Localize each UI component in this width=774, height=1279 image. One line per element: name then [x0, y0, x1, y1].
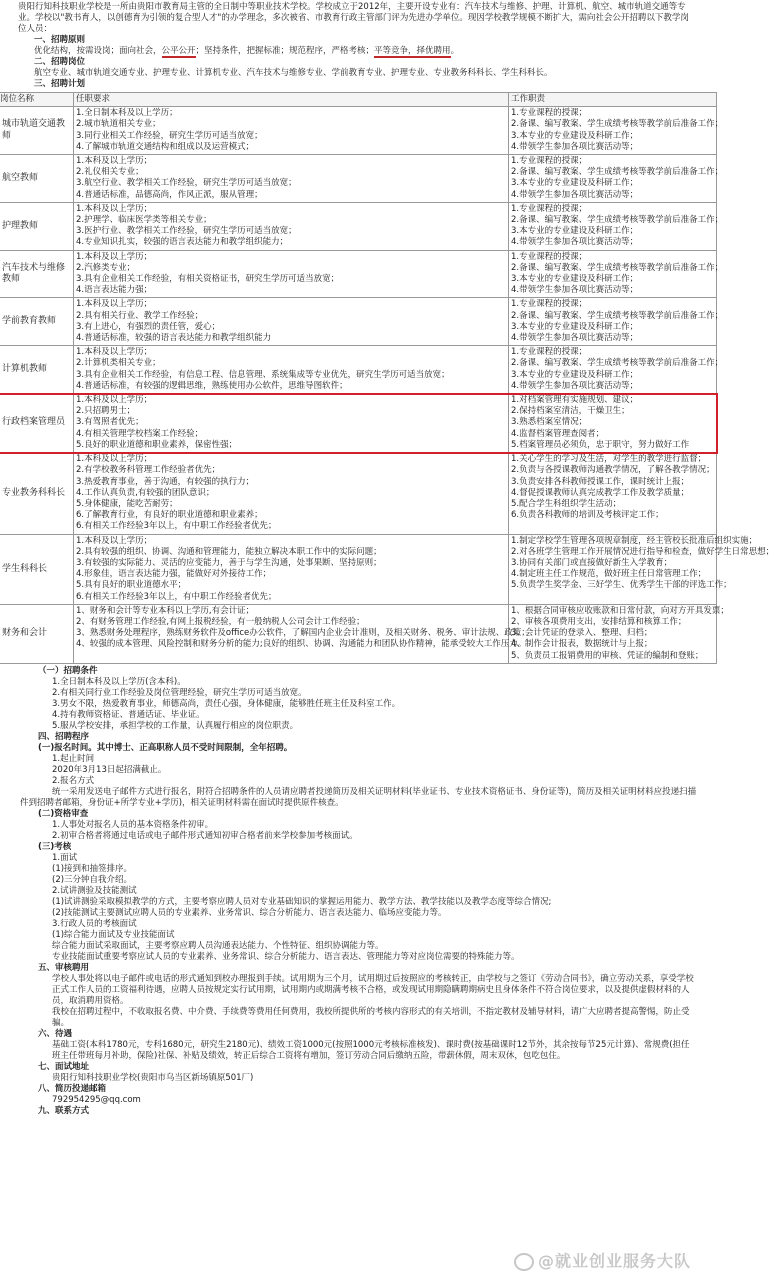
position-name: 学前教育教师	[0, 298, 74, 346]
duty-line: 3.本专业的专业建设及科研工作；	[511, 226, 639, 237]
duty-line: 3、会计凭证的登录入、整理、归档；	[511, 628, 653, 639]
salary-title: 六、待遇	[38, 1028, 73, 1039]
email-address[interactable]: 792954295@qq.com	[52, 1094, 141, 1105]
duty-line: 4.带领学生参加各项比赛活动等；	[511, 333, 639, 344]
requirement-line: 2.计算机类相关专业；	[76, 358, 161, 369]
hiring-title: 五、审核聘用	[38, 962, 90, 973]
duty-line: 2.备课、编写教案、学生成绩考核等教学前后准备工作；	[511, 310, 724, 321]
duty-line: 1.专业课程的授课；	[511, 203, 588, 214]
requirement-line: 1.全日制本科及以上学历；	[76, 108, 178, 119]
duty-line: 3.本专业的专业建设及科研工作；	[511, 178, 639, 189]
requirement-line: 6.有相关工作经验3年以上，有中职工作经验者优先；	[76, 591, 277, 602]
interview-address-title: 七、面试地址	[38, 1061, 90, 1072]
duty-line: 5.档案管理员必须负，忠于职守，努力做好工作	[511, 439, 690, 450]
requirement-line: 2.只招聘男士；	[76, 406, 136, 417]
requirement-line: 1.本科及以上学历；	[76, 535, 153, 546]
requirements-cell	[74, 155, 509, 203]
assessment-title: (三)考核	[38, 841, 72, 852]
duty-line: 4.带领学生参加各项比赛活动等；	[511, 189, 639, 200]
requirement-line: 2.具有较强的组织、协调、沟通和管理能力，能独立解决本职工作中的实际问题；	[76, 546, 382, 557]
duties-cell	[509, 202, 724, 250]
requirement-line: 2.护理学、临床医学类等相关专业；	[76, 215, 212, 226]
requirement-line: 5.良好的职业道德和职业素养，保密性强；	[76, 439, 238, 450]
assessment-f: (2)技能测试主要测试应聘人员的专业素养、业务常识、综合分析能力、语言表达能力、临场应变能力等。	[52, 907, 447, 918]
table-row	[0, 534, 717, 604]
principles-text-b: ；坚持条件，把握标准；规范程序，严格考核；	[195, 46, 375, 56]
requirement-line: 1.本科及以上学历；	[76, 454, 153, 465]
duty-line: 2.备课、编写教案、学生成绩考核等教学前后准备工作；	[511, 262, 724, 273]
condition-item: 4.持有教师资格证、普通话证、毕业证。	[52, 709, 205, 720]
requirement-line: 4.了解城市轨道交通结构和组成以及运营模式；	[76, 141, 255, 152]
duty-line: 3.负责安排各科教师授课工作，课时统计上报；	[511, 476, 690, 487]
requirement-line: 3.具有企业相关工作经验，有相关资格证书，研究生学历可适当放宽；	[76, 274, 340, 285]
principles-text	[0, 46, 703, 57]
duty-line: 2.备课、编写教案、学生成绩考核等教学前后准备工作；	[511, 167, 724, 178]
assessment-b: (1)接到和抽签排序。	[52, 863, 133, 874]
duty-line: 1.专业课程的授课；	[511, 251, 588, 262]
requirement-line: 4.有相关管理学校档案工作经验；	[76, 428, 204, 439]
requirement-line: 2.汽修类专业；	[76, 262, 136, 273]
requirement-line: 4.普通话标准，较强的语言表达能力和教学组织能力	[76, 333, 272, 344]
position-name: 护理教师	[0, 202, 74, 250]
duties-cell	[509, 534, 774, 604]
duty-line: 4.制定班主任工作规范，做好班主任日常管理工作；	[511, 569, 707, 580]
position-name: 学生科科长	[0, 534, 74, 604]
requirement-line: 1.本科及以上学历；	[76, 251, 153, 262]
duty-line: 6.负责各科教师的培训及考核评定工作；	[511, 510, 664, 521]
section-title-positions: 二、招聘岗位	[34, 57, 86, 67]
position-name: 行政档案管理员	[0, 394, 74, 453]
requirement-line: 4、较强的成本管理、风险控制和财务分析的能力;良好的组织、协调、沟通能力和团队协作精神，能承受较大工作压力。	[76, 639, 527, 650]
requirement-line: 3.有驾照者优先；	[76, 417, 144, 428]
requirement-line: 5.具有良好的职业道德水平；	[76, 580, 187, 591]
contact-title: 九、联系方式	[38, 1105, 90, 1116]
requirement-line: 3.同行业相关工作经验，研究生学历可适当放宽；	[76, 130, 263, 141]
conditions-list	[18, 677, 697, 732]
positions-text: 航空专业、城市轨道交通专业、护理专业、计算机专业、汽车技术与维修专业、学前教育专业、护理专业、专业教务科科长、学生科科长。	[34, 68, 553, 78]
duty-line: 4.督促授课教师认真完成教学工作及教学质量；	[511, 487, 690, 498]
duties-cell	[509, 453, 717, 534]
duty-line: 2.备课、编写教案、学生成绩考核等教学前后准备工作；	[511, 215, 724, 226]
position-name: 专业教务科科长	[0, 453, 74, 534]
requirements-cell	[74, 453, 509, 534]
duty-line: 3.熟悉档案室情况；	[511, 417, 588, 428]
duty-line: 1.专业课程的授课；	[511, 299, 588, 310]
requirement-line: 3.医护行业、教学相关工作经验，研究生学历可适当放宽；	[76, 226, 297, 237]
duties-cell	[509, 298, 724, 346]
requirement-line: 3.热爱教育事业，善于沟通，有较强的执行力；	[76, 476, 255, 487]
assessment-a: 1.面试	[52, 852, 78, 863]
requirement-line: 5.身体健康，能吃苦耐劳；	[76, 498, 178, 509]
condition-item: 1.全日制本科及以上学历(含本科)。	[52, 676, 186, 687]
position-name: 计算机教师	[0, 346, 74, 394]
requirement-line: 1.本科及以上学历；	[76, 299, 153, 310]
position-name: 汽车技术与维修教师	[0, 250, 74, 298]
duties-cell	[509, 346, 724, 394]
assessment-h: (1)综合能力面试及专业技能面试	[52, 929, 175, 940]
condition-item: 2.有相关同行业工作经验及岗位管理经验，研究生学历可适当放宽。	[52, 687, 307, 698]
requirement-line: 4.普通话标准，有较强的逻辑思维，熟练使用办公软件，思维导图软件；	[76, 380, 348, 391]
duty-line: 1.专业课程的授课；	[511, 156, 588, 167]
reg-time-a: 1.起止时间	[52, 753, 95, 764]
duties-cell	[509, 155, 724, 203]
requirement-line: 1.本科及以上学历；	[76, 347, 153, 358]
duty-line: 3.协同有关部门或直接做好新生入学教育；	[511, 557, 673, 568]
procedure-title: 四、招聘程序	[38, 731, 90, 742]
table-row	[0, 394, 717, 453]
reg-method-title: 2.报名方式	[52, 775, 95, 786]
salary-text: 基础工资(本科1780元，专科1680元，研究生2180元)、绩效工资1000元(按照1000元考核标准核发)、课时费(按基础课时12节外，其余按每节25元计算)、常规费(担任班主任带班每月补助，保险)社保、补贴及绩效，转正后综合工资将有增加，签订劳动合同后缴纳五险，带薪休假，周末双休，包吃包住。	[52, 1039, 690, 1061]
requirement-line: 1.本科及以上学历；	[76, 203, 153, 214]
assessment-d: 2.试讲测验及技能测试	[52, 885, 137, 896]
qualification-title: (二)资格审查	[38, 808, 89, 819]
assessment-e: (1)试讲测验采取模拟教学的方式，主要考察应聘人员对专业基础知识的掌握运用能力、教学方法、教学技能以及教学态度等综合情况;	[52, 896, 552, 907]
requirements-cell	[74, 250, 509, 298]
requirement-line: 4.专业知识扎实，较强的语言表达能力和教学组织能力；	[76, 237, 289, 248]
condition-item: 5.服从学校安排，承担学校的工作量，认真履行相应的岗位职责。	[52, 720, 299, 731]
table-row	[0, 250, 717, 298]
duties-cell	[509, 394, 717, 453]
position-name: 财务和会计	[0, 604, 74, 663]
duty-line: 1.制定学校学生管理各项规章制度，经主管校长批准后组织实施；	[511, 535, 758, 546]
requirement-line: 6.了解教育行业，有良好的职业道德和职业素养；	[76, 510, 263, 521]
duty-line: 3.本专业的专业建设及科研工作；	[511, 274, 639, 285]
duty-line: 3.本专业的专业建设及科研工作；	[511, 321, 639, 332]
duty-line: 5.配合学生科组织学生活动；	[511, 498, 622, 509]
requirement-line: 3.有上进心，有强烈的责任管，爱心；	[76, 321, 221, 332]
duty-line: 2.保持档案室清洁，干燥卫生；	[511, 406, 630, 417]
hiring-a: 学校人事处将以电子邮件或电话的形式通知到校办理报到手续。试用期为三个月，试用期过后按照应的考核转正，由学校与之签订《劳动合同书》，确立劳动关系，享受学校正式工作人员的工资福利待遇，应聘人员按规定实行试用期，试用期内或期满考核不合格，或发现试用期隐瞒聘期病史且身体条件不符合岗位要求，以及提供虚假材料的人员，取消聘用资格。	[52, 973, 694, 1006]
duty-line: 1、根据合同审核应收账款和日常付款，向对方开具发票；	[511, 605, 729, 616]
qualification-a: 1.人事处对报名人员的基本资格条件初审。	[52, 819, 214, 830]
requirement-line: 4.工作认真负责,有较强的团队意识；	[76, 487, 215, 498]
requirement-line: 2、有财务管理工作经验,有网上报税经验，有一般纳税人公司会计工作经验；	[76, 616, 365, 627]
watermark	[514, 1253, 691, 1271]
requirement-line: 3.航空行业、教学相关工作经验，研究生学历可适当放宽；	[76, 178, 297, 189]
requirements-cell	[74, 107, 509, 155]
section-title-principles: 一、招聘原则	[34, 35, 86, 45]
duty-line: 3.本专业的专业建设及科研工作；	[511, 130, 639, 141]
assessment-c: (2)三分钟自我介绍。	[52, 874, 133, 885]
table-row	[0, 107, 717, 155]
qualification-b: 2.初审合格者将通过电话或电子邮件形式通知初审合格者前来学校参加考核面试。	[52, 830, 358, 841]
requirement-line: 2.有学校教务科管理工作经验者优先；	[76, 465, 221, 476]
requirements-cell	[74, 346, 509, 394]
principles-underline-fair: 公平公开	[161, 46, 196, 56]
requirement-line: 3.具有企业相关工作经验，有信息工程、信息管理、系统集成等专业优先，研究生学历可适当放宽；	[76, 369, 450, 380]
requirements-cell	[74, 202, 509, 250]
hiring-b: 我校在招聘过程中，不收取报名费、中介费、手续费等费用任何费用，我校所提供所的考核内容形式的有关培训，不指定教材及辅导材料，请广大应聘者提高警惕，防止受骗。	[52, 1006, 690, 1028]
reg-time: (一)报名时间。其中博士、正高职称人员不受时间限制，全年招聘。	[38, 742, 293, 753]
header-requirements: 任职要求	[74, 93, 509, 107]
interview-address: 贵阳行知科技职业学校(贵阳市乌当区新场镇原501厂)	[52, 1072, 254, 1083]
duty-line: 3.本专业的专业建设及科研工作；	[511, 369, 639, 380]
duty-line: 1.专业课程的授课；	[511, 347, 588, 358]
table-row	[0, 155, 717, 203]
duty-line: 2.备课、编写教案、学生成绩考核等教学前后准备工作；	[511, 358, 724, 369]
conditions-title: （一）招聘条件	[38, 665, 98, 676]
bottom-sections	[0, 664, 703, 1117]
principles-text-a: 优化结构，按需设岗；面向社会，	[34, 46, 162, 56]
section-title-plan: 三、招聘计划	[34, 79, 86, 89]
email-title: 八、简历投递邮箱	[38, 1083, 107, 1094]
duty-line: 5、负责员工报销费用的审核、凭证的编制和登账；	[511, 650, 704, 661]
requirements-cell	[74, 604, 530, 663]
requirement-line: 2.城市轨道相关专业；	[76, 119, 161, 130]
requirement-line: 3、熟悉财务处理程序，熟练财务软件及office办公软件，了解国内企业会计准则，及相关财务、税务、审计法规、政策；	[76, 628, 530, 639]
duty-line: 2.负责与各授课教师沟通教学情况，了解各教学情况；	[511, 465, 715, 476]
table-row	[0, 298, 717, 346]
table-row	[0, 604, 717, 663]
position-name: 航空教师	[0, 155, 74, 203]
duty-line: 4、制作会计报表，数据统计与上报；	[511, 639, 653, 650]
requirement-line: 1、财务和会计等专业本科以上学历,有会计证；	[76, 605, 255, 616]
duty-line: 2.备课、编写教案、学生成绩考核等教学前后准备工作；	[511, 119, 724, 130]
requirement-line: 4.普通话标准，品德高尚，作风正派，服从管理；	[76, 189, 263, 200]
assessment-i: 综合能力面试采取面试，主要考察应聘人员沟通表达能力、个性特征、组织协调能力等。	[52, 940, 384, 951]
header-position: 岗位名称	[0, 93, 74, 107]
requirements-cell	[74, 298, 509, 346]
requirements-cell	[74, 534, 509, 604]
duty-line: 2、审核各项费用支出，安排结算和核算工作；	[511, 616, 687, 627]
requirement-line: 1.本科及以上学历；	[76, 395, 153, 406]
duty-line: 4.带领学生参加各项比赛活动等；	[511, 237, 639, 248]
requirement-line: 1.本科及以上学历；	[76, 156, 153, 167]
watermark-text: @就业创业服务大队	[537, 1251, 691, 1271]
table-row	[0, 202, 717, 250]
table-row	[0, 453, 717, 534]
duty-line: 5.负责学生奖学金、三好学生、优秀学生干部的评选工作；	[511, 580, 732, 591]
requirement-line: 2.礼仪相关专业；	[76, 167, 144, 178]
duty-line: 1.对档案管理有实施规划、建议；	[511, 395, 639, 406]
duties-cell	[509, 604, 729, 663]
duty-line: 2.对各班学生管理工作开展情况进行指导和检查，做好学生日常思想；	[511, 546, 774, 557]
table-row	[0, 346, 717, 394]
requirement-line: 3.有较强的实际能力、灵活的应变能力，善于与学生沟通，处事果断、坚持原则；	[76, 557, 382, 568]
principles-underline-competition: 平等竞争，择优聘用	[374, 46, 451, 56]
recruitment-table	[0, 92, 774, 664]
duty-line: 4.监督档案管理查阅者；	[511, 428, 605, 439]
reg-method-text: 统一采用发送电子邮件方式进行报名，附符合招聘条件的人员请应聘者投递简历及相关证明材料(毕业证书、专业技术资格证书、身份证等)，简历及相关证明材料应投递扫描件到招聘者邮箱，身份证+所学专业+学历)，相关证明材料需在面试时提供原件核查。	[20, 786, 697, 808]
principles-text-c: 。	[450, 46, 460, 56]
duty-line: 4.带领学生参加各项比赛活动等；	[511, 380, 639, 391]
duty-line: 4.带领学生参加各项比赛活动等；	[511, 141, 639, 152]
assessment-j: 专业技能面试重要考察应试人员的专业素养、业务常识、综合分析能力、语言表达、管理能力等对应岗位需要的特殊能力等。	[52, 951, 520, 962]
requirement-line: 2.具有相关行业、教学工作经验；	[76, 310, 204, 321]
duty-line: 1.专业课程的授课；	[511, 108, 588, 119]
duties-cell	[509, 250, 724, 298]
duty-line: 4.带领学生参加各项比赛活动等；	[511, 285, 639, 296]
intro-paragraph: 贵阳行知科技职业学校是一所由贵阳市教育局主管的全日制中等职业技术学校。学校成立于2012年，主要开设专业有：汽车技术与维修、护理、计算机、航空、城市轨道交通等专业。学校以"教书育人，以创德育为引领的复合型人才"的办学理念，多次被省、市教育行政主管部门评为先进办学单位。现因学校教学规模不断扩大，需向社会公开招聘以下教学岗位人员：	[18, 2, 689, 34]
requirements-cell	[74, 394, 509, 453]
assessment-g: 3.行政人员的考核面试	[52, 918, 137, 929]
requirement-line: 6.有相关工作经验3年以上，有中职工作经验者优先；	[76, 521, 277, 532]
reg-time-b: 2020年3月13日起招满截止。	[52, 764, 167, 775]
requirement-line: 4.语言表达能力强；	[76, 285, 153, 296]
table-header-row	[0, 93, 717, 107]
weibo-icon	[514, 1253, 534, 1271]
condition-item: 3.男女不限，热爱教育事业，师德高尚，责任心强，身体健康，能够胜任班主任及科室工作。	[52, 698, 401, 709]
requirement-line: 4.形象佳，语言表达能力强，能做好对外接待工作；	[76, 569, 272, 580]
header-duties: 工作职责	[509, 93, 717, 107]
duty-line: 1.关心学生的学习及生活，对学生的教学进行监督；	[511, 454, 707, 465]
position-name: 城市轨道交通教师	[0, 107, 74, 155]
duties-cell	[509, 107, 724, 155]
